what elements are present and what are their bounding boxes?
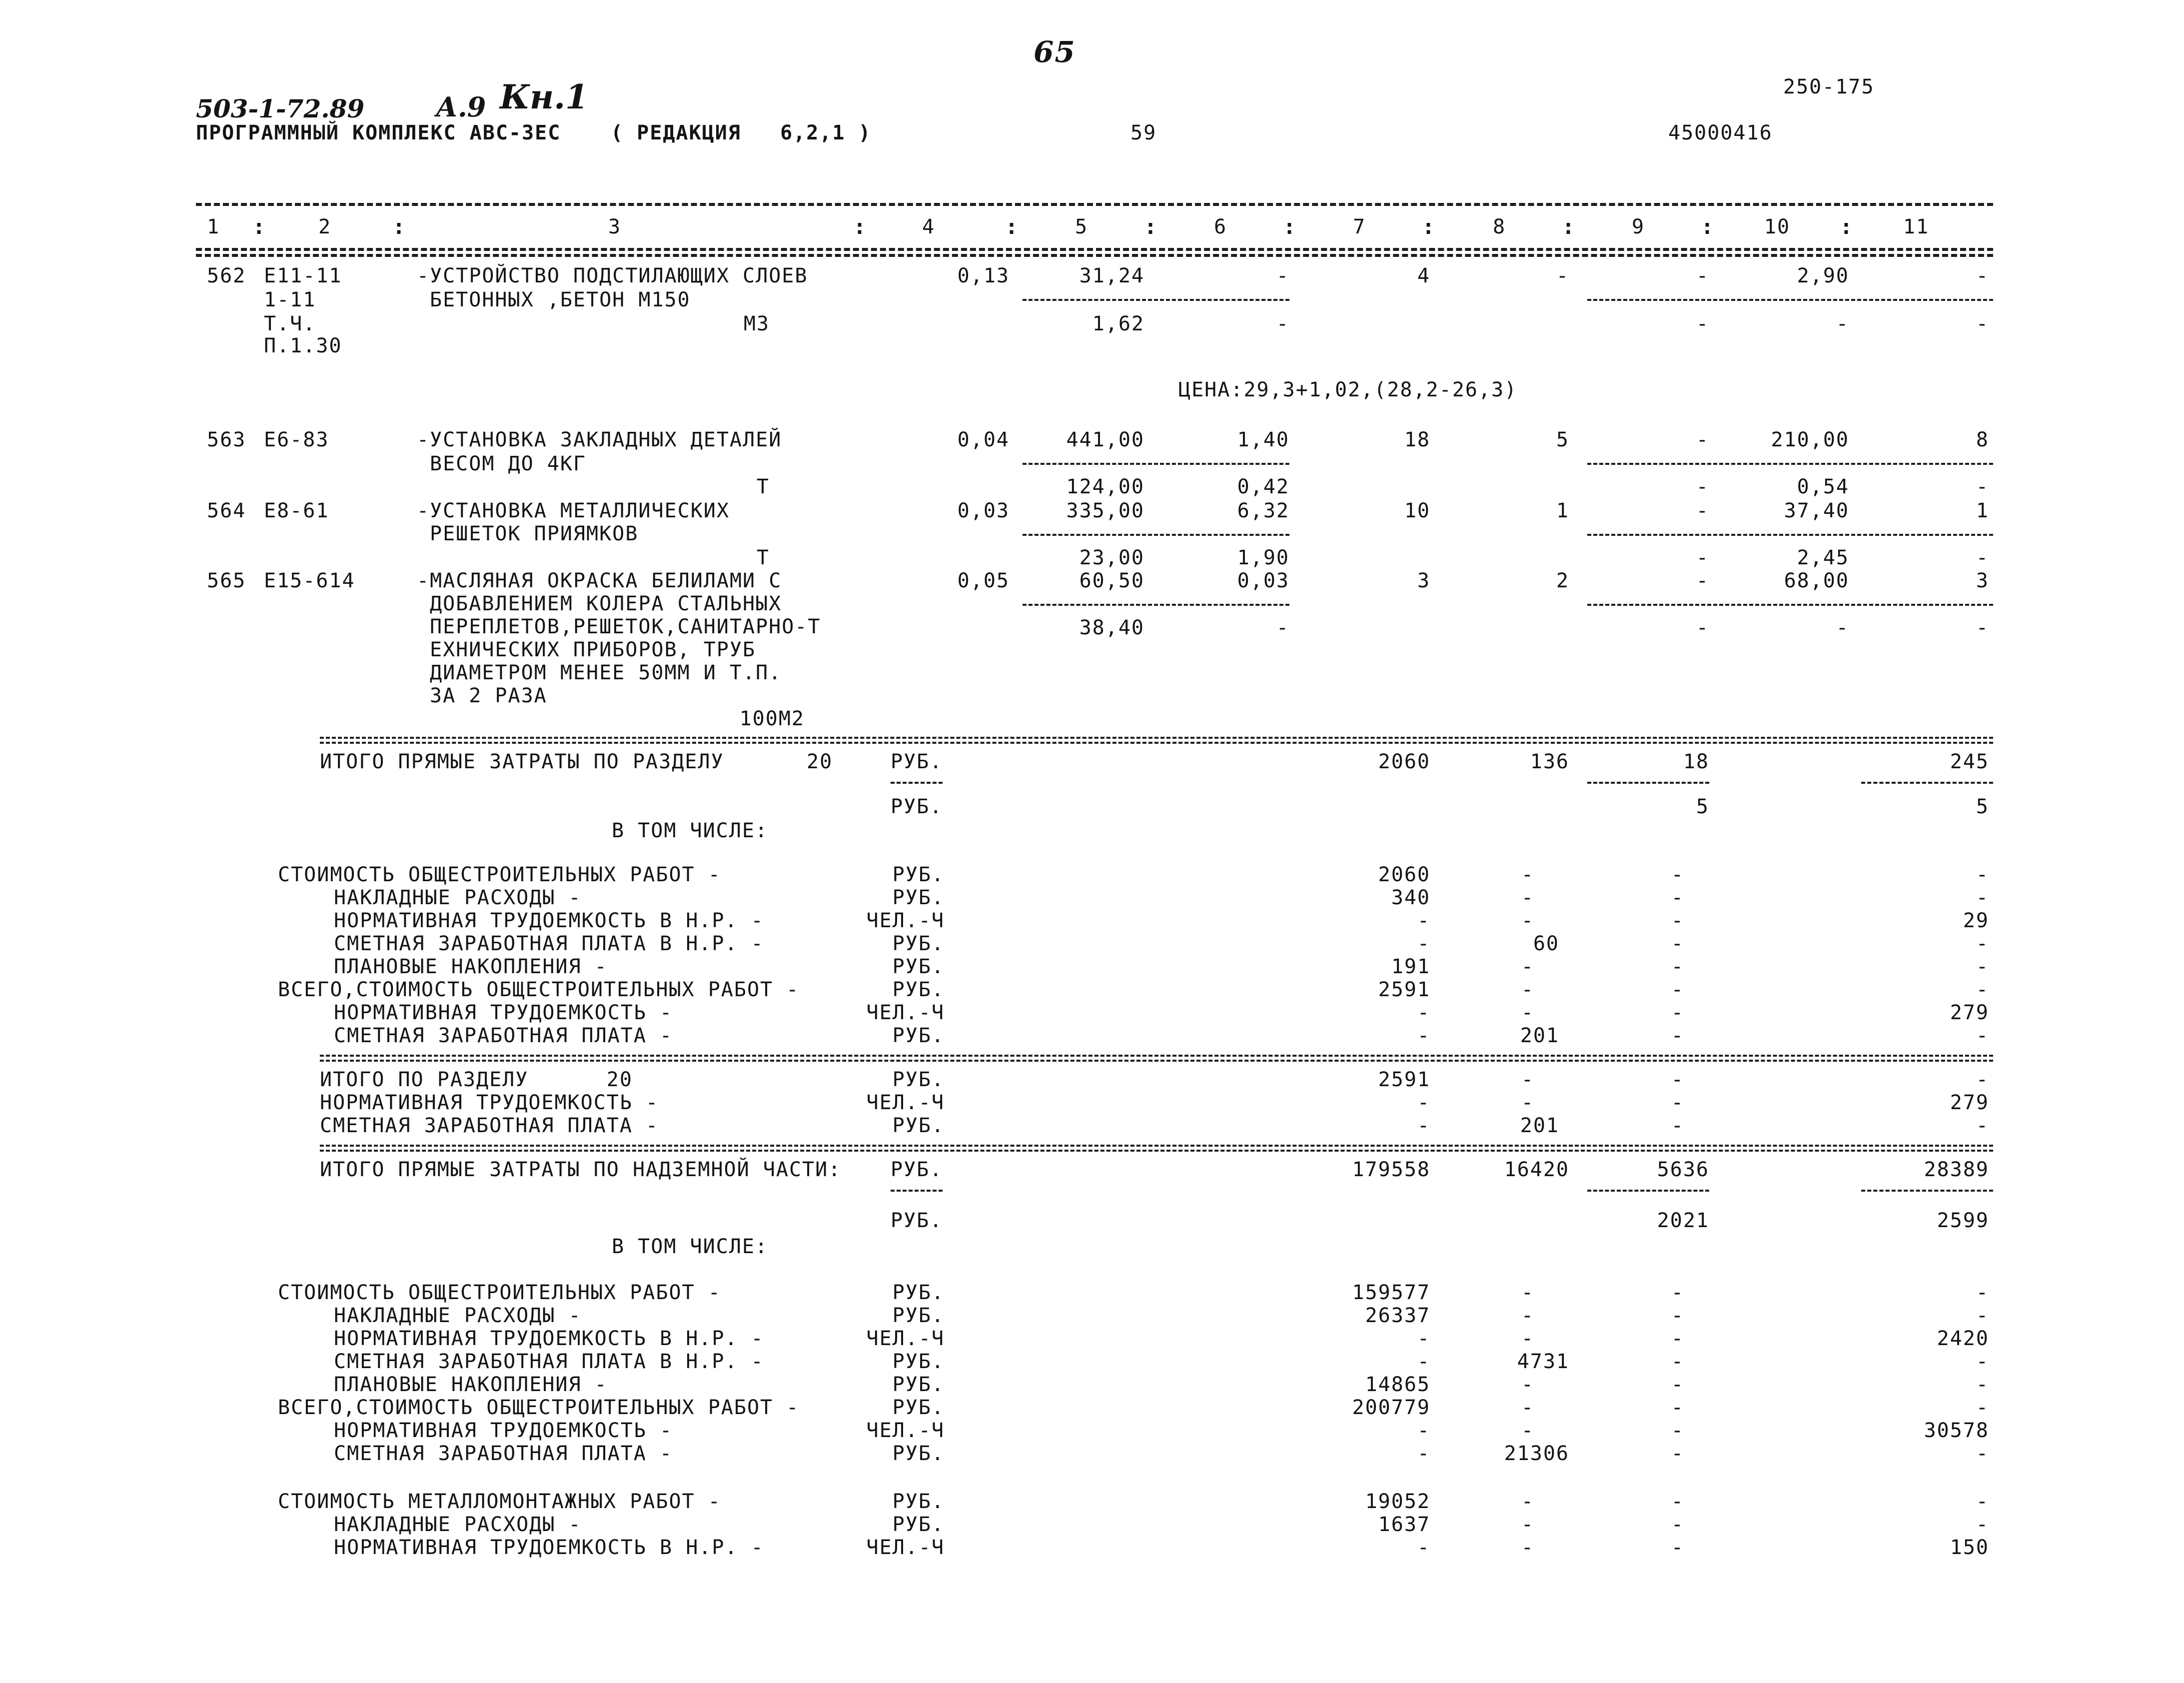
- col11-value: -: [1976, 1373, 1989, 1396]
- col7-value: 2060: [1378, 863, 1430, 886]
- section-number: 20: [807, 750, 833, 773]
- col7-value: -: [1417, 1024, 1430, 1047]
- col8-value: -: [1521, 1091, 1534, 1114]
- col11-value: -: [1976, 1068, 1989, 1091]
- col11-value: -: [1976, 955, 1989, 978]
- item-name-line: -МАСЛЯНАЯ ОКРАСКА БЕЛИЛАМИ С: [417, 569, 782, 592]
- unit-label: РУБ.: [892, 1513, 945, 1536]
- col-4-header: 4: [922, 215, 936, 238]
- col9-value: -: [1671, 1304, 1684, 1327]
- col11-value: 30578: [1924, 1419, 1989, 1442]
- underline: [1587, 782, 1709, 784]
- underline: [1587, 1190, 1709, 1192]
- section-rule: [320, 1150, 1993, 1152]
- item-name-line: ЗА 2 РАЗА: [430, 684, 547, 707]
- breakdown-label: СМЕТНАЯ ЗАРАБОТНАЯ ПЛАТА -: [334, 1442, 673, 1465]
- item-name-line: -УСТАНОВКА МЕТАЛЛИЧЕСКИХ: [417, 499, 730, 522]
- breakdown-label: СМЕТНАЯ ЗАРАБОТНАЯ ПЛАТА В Н.Р. -: [334, 1350, 764, 1373]
- col-3-header: 3: [608, 215, 622, 238]
- col8-value: -: [1521, 1419, 1534, 1442]
- item-code: Е8-61: [264, 499, 329, 522]
- unit-label: РУБ.: [892, 1396, 945, 1419]
- col11-value: -: [1976, 1513, 1989, 1536]
- col9-value: -: [1671, 1327, 1684, 1350]
- col7-value: -: [1417, 932, 1430, 955]
- col10-value: -: [1836, 312, 1849, 335]
- item-name-line: ПЕРЕПЛЕТОВ,РЕШЕТОК,САНИТАРНО-Т: [430, 615, 821, 638]
- item-name-line: ВЕСОМ ДО 4КГ: [430, 452, 586, 475]
- col5-value: 23,00: [1079, 546, 1144, 569]
- col7-value: 2591: [1378, 978, 1430, 1001]
- breakdown-label: НАКЛАДНЫЕ РАСХОДЫ -: [334, 1513, 582, 1536]
- col5-value: 335,00: [1066, 499, 1144, 522]
- unit-label: РУБ.: [891, 1158, 943, 1181]
- estimate-page: 65 503-1-72.89 А.9 Кн.1 250-175 ПРОГРАММНЫЙ КОМПЛЕКС АВС-ЗЕС ( РЕДАКЦИЯ 6,2,1 ) 59 45000416 1 2 3 4 5 6 7 8 9 10 11 : : : : : : : : : : 562 Е11-11 1-11 Т.Ч. П.1.30 -УСТРОЙСТВО ПОДСТИЛАЮЩИХ СЛОЕВ БЕТОННЫХ ,БЕТОН М150 М3 0,13 31,24 1,62 - - 4 - - - 2,90 - - - ЦЕНА:29,3+1,02,(28,2-26,3) 563 Е6-83 -УСТАНОВКА ЗАКЛАДНЫХ ДЕТАЛЕЙ ВЕСОМ ДО 4КГ Т 0,04 441,00 124,00 1,40 0,42 18 5 - - 210,00 0,54 8 - 564 Е8-61 -УСТАНОВКА МЕТАЛЛИЧЕСКИХ РЕШЕТОК ПРИЯМКОВ Т 0,03 335,00 23,00 6,32 1,90 10 1 - - 37,40 2,45 1 - 565 Е15-614 -МАСЛЯНАЯ ОКРАСКА БЕЛИЛАМИ С ДОБАВЛЕНИЕМ КОЛЕРА СТАЛЬНЫХ ПЕРЕПЛЕТОВ,РЕШЕТОК,САНИТАРНО-Т ЕХНИЧЕСКИХ ПРИБОРОВ, ТРУБ ДИАМЕТРОМ МЕНЕЕ 50ММ И Т.П. ЗА 2 РАЗА 100М2 0,05 60,50 38,40 0,03 - 3 2 - - 68,00 - 3 - ИТОГО ПРЯМЫЕ ЗАТРАТЫ ПО РАЗДЕЛУ 20 РУБ. 2060 136 18 245 РУБ. 5 5 В ТОМ ЧИСЛЕ: СТОИМОСТЬ ОБЩЕСТРОИТЕЛЬНЫХ РАБОТ - РУБ. 2060 - - - НАКЛАДНЫЕ РАСХОДЫ - РУБ. 340 - - - НОРМАТИВНАЯ ТРУДОЕМКОСТЬ В Н.Р. - ЧЕЛ.-Ч - - - 29 СМЕТНАЯ ЗАРАБОТНАЯ ПЛАТА В Н.Р. - РУБ. - 60 - - ПЛАНОВЫЕ НАКОПЛЕНИЯ - РУБ. 191 - - - ВСЕГО,СТОИМОСТЬ ОБЩЕСТРОИТЕЛЬНЫХ РАБОТ - РУБ. 2591 - - - НОРМАТИВНАЯ ТРУДОЕМКОСТЬ - ЧЕЛ.-Ч - - - 279 СМЕТНАЯ ЗАРАБОТНАЯ ПЛАТА - РУБ. - 201 - - ИТОГО ПО РАЗДЕЛУ 20 РУБ. 2591 - - - НОРМАТИВНАЯ ТРУДОЕМКОСТЬ - ЧЕЛ.-Ч - - - 279 СМЕТНАЯ ЗАРАБОТНАЯ ПЛАТА - РУБ. - 201 - - ИТОГО ПРЯМЫЕ ЗАТРАТЫ ПО НАДЗЕМНОЙ ЧАСТИ: РУБ. 179558 16420 5636 28389 РУБ. 2021 2599 В ТОМ ЧИСЛЕ: СТОИМОСТЬ ОБЩЕСТРОИТЕЛЬНЫХ РАБОТ - РУБ. 159577 - - - НАКЛАДНЫЕ РАСХОДЫ - РУБ. 26337 - - - НОРМАТИВНАЯ ТРУДОЕМКОСТЬ В Н.Р. - ЧЕЛ.-Ч - - - 2420 СМЕТНАЯ ЗАРАБОТНАЯ ПЛАТА В Н.Р. - РУБ. - 4731 - - ПЛАНОВЫЕ НАКОПЛЕНИЯ - РУБ. 14865 - - - ВСЕГО,СТОИМОСТЬ ОБЩЕСТРОИТЕЛЬНЫХ РАБОТ - РУБ. 200779 - - - НОРМАТИВНАЯ ТРУДОЕМКОСТЬ - ЧЕЛ.-Ч - - - 30578 СМЕТНАЯ ЗАРАБОТНАЯ ПЛАТА - РУБ. - 21306 - - СТОИМОСТЬ МЕТАЛЛОМОНТАЖНЫХ РАБОТ - РУБ. 19052 - - - НАКЛАДНЫЕ РАСХОДЫ - РУБ. 1637 - - - НОРМАТИВНАЯ ТРУДОЕМКОСТЬ В Н.Р. - ЧЕЛ.-Ч - - - 150: [0, 0, 2184, 1683]
- unit-label: ЧЕЛ.-Ч: [866, 1091, 945, 1114]
- summary-label: НОРМАТИВНАЯ ТРУДОЕМКОСТЬ -: [320, 1091, 659, 1114]
- col9-value: -: [1671, 932, 1684, 955]
- item-unit: Т: [756, 546, 770, 569]
- col8-value: -: [1521, 863, 1534, 886]
- underline: [1587, 604, 1993, 606]
- col9-value: -: [1671, 1490, 1684, 1513]
- breakdown-label: ПЛАНОВЫЕ НАКОПЛЕНИЯ -: [334, 1373, 608, 1396]
- col-2-header: 2: [318, 215, 332, 238]
- col11-value: 150: [1950, 1536, 1989, 1559]
- col11-value: -: [1976, 1396, 1989, 1419]
- header-top-rule: [196, 203, 1993, 206]
- col7-value: -: [1417, 1091, 1430, 1114]
- col-10-header: 10: [1764, 215, 1791, 238]
- col-7-header: 7: [1352, 215, 1366, 238]
- col11-value: 28389: [1924, 1158, 1989, 1181]
- summary-label: ИТОГО ПО РАЗДЕЛУ 20: [320, 1068, 633, 1091]
- col8-value: -: [1521, 909, 1534, 932]
- col8-value: 201: [1520, 1024, 1559, 1047]
- item-unit: Т: [756, 475, 770, 498]
- breakdown-label: НОРМАТИВНАЯ ТРУДОЕМКОСТЬ В Н.Р. -: [334, 909, 764, 932]
- breakdown-label: СМЕТНАЯ ЗАРАБОТНАЯ ПЛАТА -: [334, 1024, 673, 1047]
- col7-value: 2591: [1378, 1068, 1430, 1091]
- col7-value: -: [1417, 909, 1430, 932]
- col7-value: 1637: [1378, 1513, 1430, 1536]
- doc-code: 503-1-72.89: [196, 94, 365, 123]
- col8-value: -: [1521, 978, 1534, 1001]
- col8-value: 21306: [1504, 1442, 1569, 1465]
- item-number: 564: [207, 499, 246, 522]
- unit-label: РУБ.: [892, 932, 945, 955]
- col10-value: 2,90: [1797, 264, 1849, 287]
- col8-value: -: [1521, 1490, 1534, 1513]
- col9-value: -: [1671, 1419, 1684, 1442]
- unit-label: РУБ.: [891, 795, 943, 818]
- item-number: 565: [207, 569, 246, 592]
- col9-value: 5: [1696, 795, 1709, 818]
- col7-value: 200779: [1352, 1396, 1430, 1419]
- unit-label: РУБ.: [892, 1490, 945, 1513]
- col5-value: 60,50: [1079, 569, 1144, 592]
- program-edition: ( РЕДАКЦИЯ 6,2,1 ): [611, 121, 872, 144]
- breakdown-label: СТОИМОСТЬ МЕТАЛЛОМОНТАЖНЫХ РАБОТ -: [278, 1490, 721, 1513]
- col9-value: -: [1671, 909, 1684, 932]
- col8-value: -: [1521, 1327, 1534, 1350]
- col9-value: -: [1696, 312, 1709, 335]
- section-rule: [320, 1145, 1993, 1147]
- col7-value: -: [1417, 1001, 1430, 1024]
- col8-value: 136: [1530, 750, 1569, 773]
- breakdown-label: ВСЕГО,СТОИМОСТЬ ОБЩЕСТРОИТЕЛЬНЫХ РАБОТ -: [278, 978, 800, 1001]
- col11-value: -: [1976, 863, 1989, 886]
- col8-value: -: [1521, 886, 1534, 909]
- item-name-line: БЕТОННЫХ ,БЕТОН М150: [430, 288, 691, 311]
- unit-label: РУБ.: [892, 1281, 945, 1304]
- col5-value: 31,24: [1079, 264, 1144, 287]
- col9-value: -: [1696, 546, 1709, 569]
- unit-label: РУБ.: [892, 1114, 945, 1137]
- col10-value: 37,40: [1784, 499, 1849, 522]
- section-rule: [320, 1060, 1993, 1062]
- col7-value: 10: [1404, 499, 1430, 522]
- breakdown-label: НАКЛАДНЫЕ РАСХОДЫ -: [334, 1304, 582, 1327]
- breakdown-label: НАКЛАДНЫЕ РАСХОДЫ -: [334, 886, 582, 909]
- breakdown-label: СМЕТНАЯ ЗАРАБОТНАЯ ПЛАТА В Н.Р. -: [334, 932, 764, 955]
- unit-label: РУБ.: [892, 1442, 945, 1465]
- col8-value: 201: [1520, 1114, 1559, 1137]
- col8-value: -: [1521, 1536, 1534, 1559]
- col10-value: 2,45: [1797, 546, 1849, 569]
- col-9-header: 9: [1631, 215, 1645, 238]
- col11-value: 1: [1976, 499, 1989, 522]
- col7-value: 340: [1391, 886, 1430, 909]
- unit-label: ЧЕЛ.-Ч: [866, 1419, 945, 1442]
- underline: [1023, 604, 1289, 606]
- right-code: 250-175: [1783, 75, 1875, 98]
- unit-label: ЧЕЛ.-Ч: [866, 909, 945, 932]
- underline: [1023, 534, 1289, 536]
- breakdown-label: ПЛАНОВЫЕ НАКОПЛЕНИЯ -: [334, 955, 608, 978]
- unit-label: РУБ.: [892, 886, 945, 909]
- breakdown-label: ВСЕГО,СТОИМОСТЬ ОБЩЕСТРОИТЕЛЬНЫХ РАБОТ -: [278, 1396, 800, 1419]
- item-qty: 0,03: [957, 499, 1010, 522]
- underline: [891, 1190, 943, 1192]
- breakdown-label: НОРМАТИВНАЯ ТРУДОЕМКОСТЬ -: [334, 1001, 673, 1024]
- item-code-extra: Т.Ч.: [264, 312, 316, 335]
- item-qty: 0,05: [957, 569, 1010, 592]
- unit-label: РУБ.: [892, 1024, 945, 1047]
- col7-value: 2060: [1378, 750, 1430, 773]
- col10-value: -: [1836, 616, 1849, 639]
- item-qty: 0,04: [957, 428, 1010, 451]
- item-name-line: ДИАМЕТРОМ МЕНЕЕ 50ММ И Т.П.: [430, 661, 782, 684]
- col9-value: -: [1696, 475, 1709, 498]
- col11-value: -: [1976, 312, 1989, 335]
- col11-value: -: [1976, 1114, 1989, 1137]
- col-5-header: 5: [1075, 215, 1089, 238]
- section-rule: [320, 742, 1993, 744]
- col9-value: -: [1671, 1513, 1684, 1536]
- col9-value: -: [1696, 428, 1709, 451]
- unit-label: ЧЕЛ.-Ч: [866, 1327, 945, 1350]
- col9-value: -: [1696, 264, 1709, 287]
- col11-value: -: [1976, 1490, 1989, 1513]
- col11-value: -: [1976, 1281, 1989, 1304]
- col9-value: -: [1671, 978, 1684, 1001]
- unit-label: РУБ.: [892, 1304, 945, 1327]
- item-name-line: РЕШЕТОК ПРИЯМКОВ: [430, 522, 639, 545]
- underline: [1861, 1190, 1993, 1192]
- col8-value: 2: [1556, 569, 1569, 592]
- col7-value: -: [1417, 1350, 1430, 1373]
- unit-label: РУБ.: [892, 1350, 945, 1373]
- col8-value: -: [1521, 955, 1534, 978]
- underline: [1587, 534, 1993, 536]
- col7-value: 19052: [1365, 1490, 1430, 1513]
- col11-value: -: [1976, 616, 1989, 639]
- col8-value: 16420: [1504, 1158, 1569, 1181]
- item-number: 562: [207, 264, 246, 287]
- col6-value: -: [1276, 264, 1289, 287]
- col6-value: 1,90: [1237, 546, 1289, 569]
- col11-value: -: [1976, 978, 1989, 1001]
- col-11-header: 11: [1903, 215, 1930, 238]
- col11-value: -: [1976, 1350, 1989, 1373]
- col11-value: -: [1976, 1304, 1989, 1327]
- col7-value: 179558: [1352, 1158, 1430, 1181]
- unit-label: РУБ.: [892, 978, 945, 1001]
- summary-label: СМЕТНАЯ ЗАРАБОТНАЯ ПЛАТА -: [320, 1114, 659, 1137]
- col7-value: 14865: [1365, 1373, 1430, 1396]
- breakdown-label: НОРМАТИВНАЯ ТРУДОЕМКОСТЬ В Н.Р. -: [334, 1327, 764, 1350]
- col5-value: 38,40: [1079, 616, 1144, 639]
- item-name-line: -УСТРОЙСТВО ПОДСТИЛАЮЩИХ СЛОЕВ: [417, 264, 808, 287]
- col8-value: -: [1521, 1513, 1534, 1536]
- col9-value: -: [1671, 1068, 1684, 1091]
- col7-value: -: [1417, 1442, 1430, 1465]
- book-mark: Кн.1: [500, 77, 589, 116]
- including-label: В ТОМ ЧИСЛЕ:: [612, 1235, 768, 1258]
- col7-value: 26337: [1365, 1304, 1430, 1327]
- item-code-extra: П.1.30: [264, 334, 342, 357]
- col9-value: -: [1671, 1001, 1684, 1024]
- col11-value: 8: [1976, 428, 1989, 451]
- col9-value: -: [1671, 1024, 1684, 1047]
- col7-value: -: [1417, 1419, 1430, 1442]
- section-rule: [320, 737, 1993, 739]
- breakdown-label: НОРМАТИВНАЯ ТРУДОЕМКОСТЬ В Н.Р. -: [334, 1536, 764, 1559]
- unit-label: РУБ.: [891, 750, 943, 773]
- page-number: 65: [1034, 35, 1076, 69]
- unit-label: ЧЕЛ.-Ч: [866, 1536, 945, 1559]
- col7-value: 3: [1417, 569, 1430, 592]
- col8-value: -: [1521, 1068, 1534, 1091]
- col8-value: -: [1521, 1001, 1534, 1024]
- col11-value: 29: [1963, 909, 1989, 932]
- col6-value: 6,32: [1237, 499, 1289, 522]
- item-code-extra: 1-11: [264, 288, 316, 311]
- col11-value: -: [1976, 886, 1989, 909]
- col9-value: -: [1671, 863, 1684, 886]
- col-8-header: 8: [1492, 215, 1506, 238]
- col5-value: 1,62: [1092, 312, 1144, 335]
- unit-label: РУБ.: [892, 1068, 945, 1091]
- including-label: В ТОМ ЧИСЛЕ:: [612, 819, 768, 842]
- col9-value: -: [1696, 616, 1709, 639]
- col6-value: -: [1276, 312, 1289, 335]
- underline: [1861, 782, 1993, 784]
- col8-value: 5: [1556, 428, 1569, 451]
- col9-value: -: [1671, 1442, 1684, 1465]
- section-rule: [320, 1055, 1993, 1057]
- col6-value: 0,42: [1237, 475, 1289, 498]
- col8-value: 1: [1556, 499, 1569, 522]
- col11-value: 2420: [1937, 1327, 1989, 1350]
- col9-value: -: [1671, 1091, 1684, 1114]
- above-ground-total-label: ИТОГО ПРЯМЫЕ ЗАТРАТЫ ПО НАДЗЕМНОЙ ЧАСТИ:: [320, 1158, 842, 1181]
- col9-value: -: [1671, 1350, 1684, 1373]
- col7-value: 18: [1404, 428, 1430, 451]
- col9-value: 2021: [1657, 1209, 1709, 1232]
- col9-value: -: [1671, 1373, 1684, 1396]
- col8-value: -: [1521, 1281, 1534, 1304]
- col5-value: 441,00: [1066, 428, 1144, 451]
- col9-value: -: [1671, 1281, 1684, 1304]
- col11-value: 2599: [1937, 1209, 1989, 1232]
- col11-value: -: [1976, 475, 1989, 498]
- unit-label: ЧЕЛ.-Ч: [866, 1001, 945, 1024]
- underline: [1587, 299, 1993, 301]
- col11-value: -: [1976, 932, 1989, 955]
- item-name-line: ДОБАВЛЕНИЕМ КОЛЕРА СТАЛЬНЫХ: [430, 592, 782, 615]
- col6-value: 0,03: [1237, 569, 1289, 592]
- item-unit: 100М2: [739, 707, 805, 730]
- breakdown-label: НОРМАТИВНАЯ ТРУДОЕМКОСТЬ -: [334, 1419, 673, 1442]
- col8-value: 60: [1533, 932, 1559, 955]
- col7-value: 159577: [1352, 1281, 1430, 1304]
- underline: [1023, 299, 1289, 301]
- underline: [1023, 463, 1289, 465]
- col8-value: -: [1556, 264, 1569, 287]
- col-1-header: 1: [206, 215, 220, 238]
- reg-number: 45000416: [1668, 121, 1773, 144]
- album-mark: А.9: [436, 91, 486, 123]
- col7-value: -: [1417, 1327, 1430, 1350]
- col6-value: 1,40: [1237, 428, 1289, 451]
- col10-value: 68,00: [1784, 569, 1849, 592]
- underline: [1587, 463, 1993, 465]
- item-unit: М3: [743, 312, 770, 335]
- col8-value: -: [1521, 1373, 1534, 1396]
- col7-value: -: [1417, 1114, 1430, 1137]
- col9-value: -: [1671, 1536, 1684, 1559]
- item-code: Е15-614: [264, 569, 355, 592]
- col9-value: -: [1671, 955, 1684, 978]
- col9-value: -: [1671, 1114, 1684, 1137]
- col11-value: 3: [1976, 569, 1989, 592]
- col11-value: -: [1976, 1442, 1989, 1465]
- col11-value: -: [1976, 546, 1989, 569]
- col8-value: 4731: [1517, 1350, 1569, 1373]
- item-qty: 0,13: [957, 264, 1010, 287]
- col5-value: 124,00: [1066, 475, 1144, 498]
- item-name-line: ЕХНИЧЕСКИХ ПРИБОРОВ, ТРУБ: [430, 638, 756, 661]
- col9-value: -: [1671, 1396, 1684, 1419]
- col9-value: -: [1696, 499, 1709, 522]
- price-note: ЦЕНА:29,3+1,02,(28,2-26,3): [1178, 378, 1518, 401]
- unit-label: РУБ.: [892, 863, 945, 886]
- col7-value: -: [1417, 1536, 1430, 1559]
- item-number: 563: [207, 428, 246, 451]
- col9-value: 18: [1683, 750, 1709, 773]
- underline: [891, 782, 943, 784]
- item-code: Е11-11: [264, 264, 342, 287]
- col9-value: -: [1671, 886, 1684, 909]
- item-name-line: -УСТАНОВКА ЗАКЛАДНЫХ ДЕТАЛЕЙ: [417, 428, 782, 451]
- col6-value: -: [1276, 616, 1289, 639]
- col11-value: 279: [1950, 1001, 1989, 1024]
- unit-label: РУБ.: [892, 955, 945, 978]
- section-total-label: ИТОГО ПРЯМЫЕ ЗАТРАТЫ ПО РАЗДЕЛУ: [320, 750, 724, 773]
- col10-value: 0,54: [1797, 475, 1849, 498]
- breakdown-label: СТОИМОСТЬ ОБЩЕСТРОИТЕЛЬНЫХ РАБОТ -: [278, 1281, 721, 1304]
- program-name: ПРОГРАММНЫЙ КОМПЛЕКС АВС-ЗЕС: [196, 121, 561, 144]
- col8-value: -: [1521, 1304, 1534, 1327]
- col11-value: 245: [1950, 750, 1989, 773]
- col9-value: -: [1696, 569, 1709, 592]
- unit-label: РУБ.: [891, 1209, 943, 1232]
- item-code: Е6-83: [264, 428, 329, 451]
- col11-value: 5: [1976, 795, 1989, 818]
- col9-value: 5636: [1657, 1158, 1709, 1181]
- col7-value: 191: [1391, 955, 1430, 978]
- col11-value: -: [1976, 1024, 1989, 1047]
- breakdown-label: СТОИМОСТЬ ОБЩЕСТРОИТЕЛЬНЫХ РАБОТ -: [278, 863, 721, 886]
- col11-value: 279: [1950, 1091, 1989, 1114]
- sheet-number: 59: [1130, 121, 1157, 144]
- col-6-header: 6: [1213, 215, 1227, 238]
- col7-value: 4: [1417, 264, 1430, 287]
- header-bottom-rule-1: [196, 248, 1993, 251]
- col11-value: -: [1976, 264, 1989, 287]
- col10-value: 210,00: [1771, 428, 1849, 451]
- col8-value: -: [1521, 1396, 1534, 1419]
- header-bottom-rule-2: [196, 254, 1993, 257]
- unit-label: РУБ.: [892, 1373, 945, 1396]
